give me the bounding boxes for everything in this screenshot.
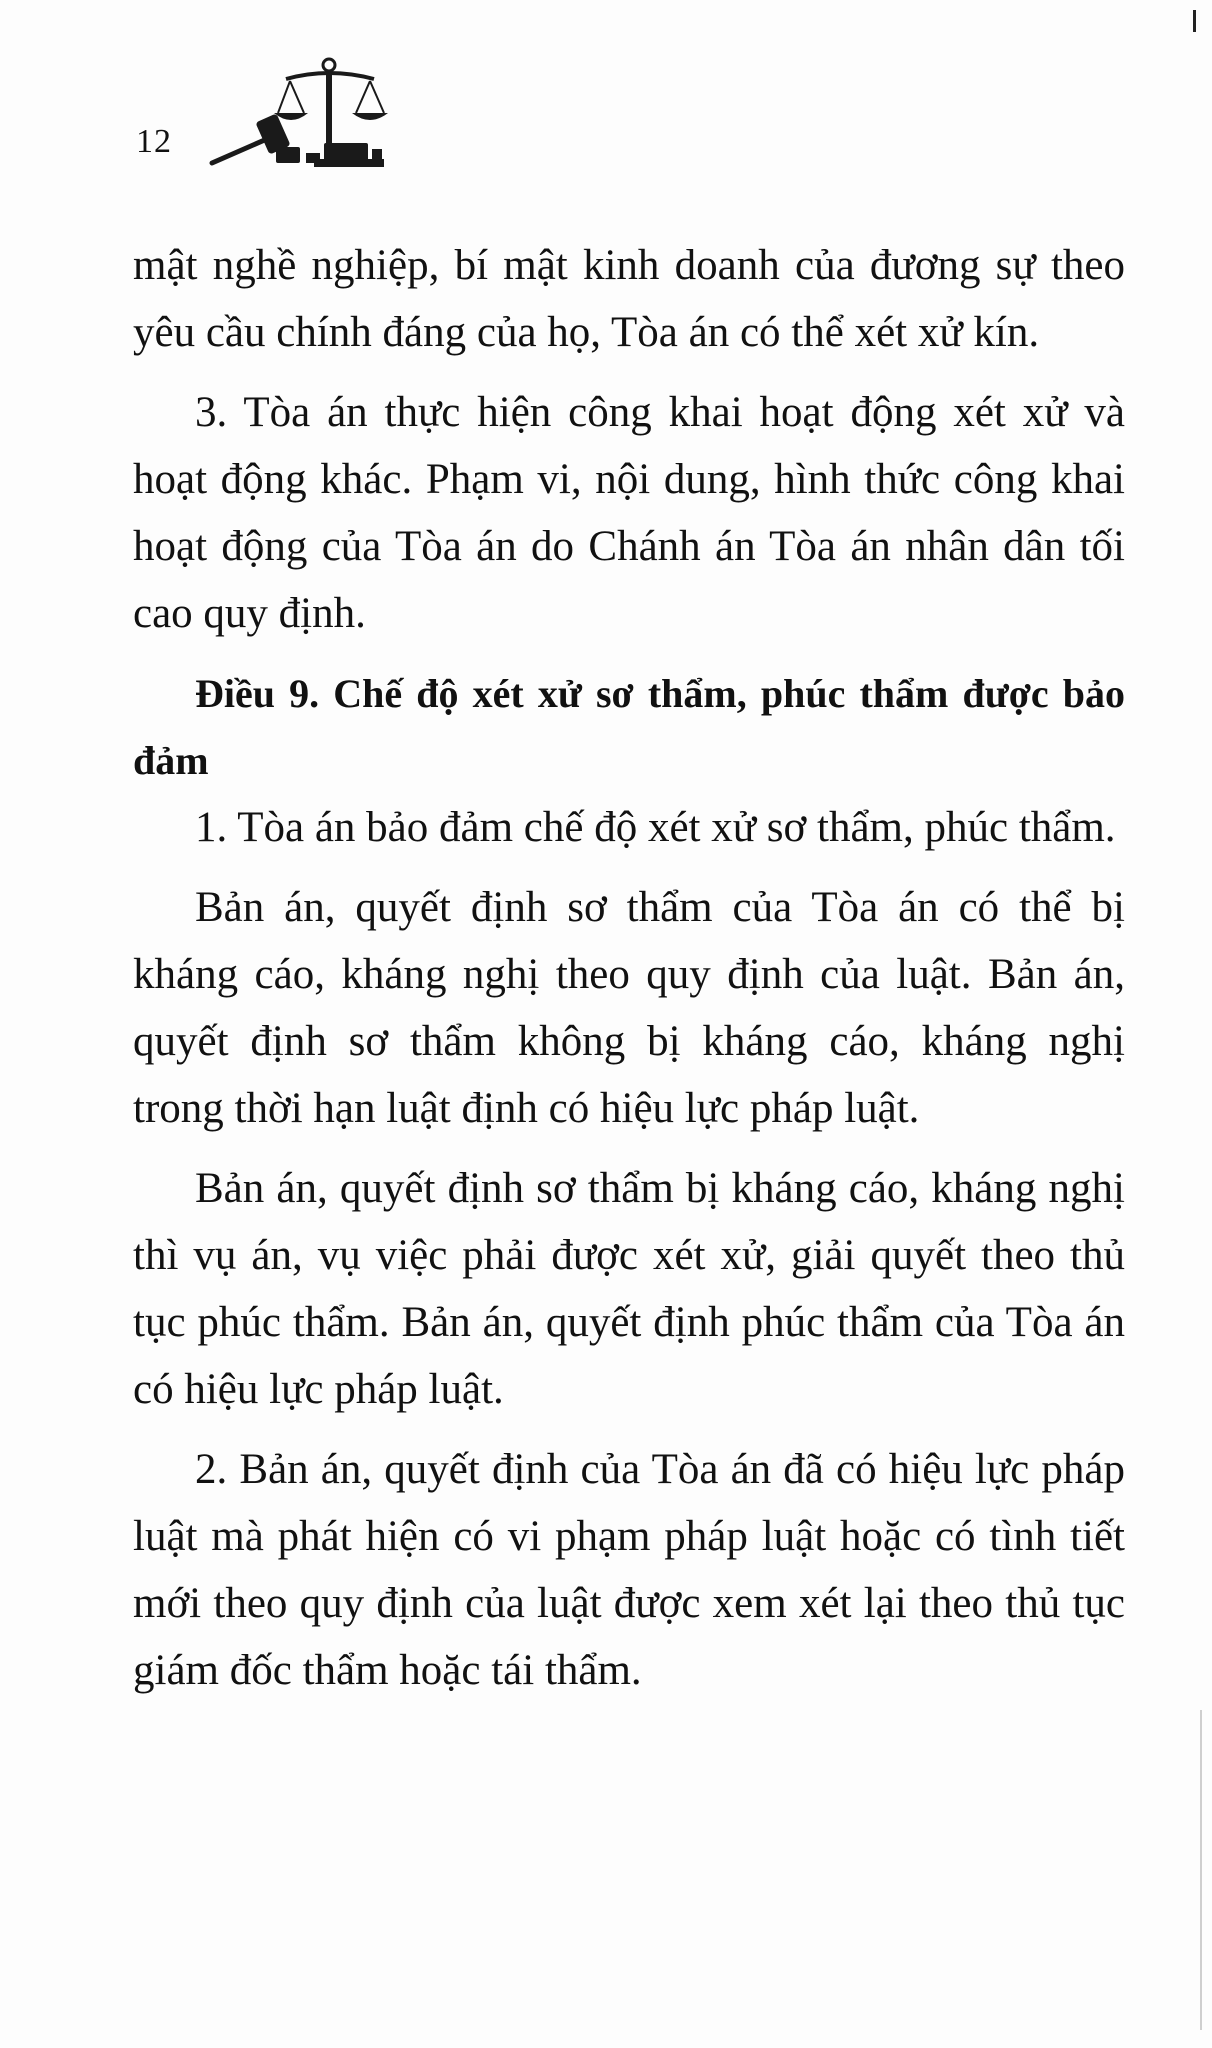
continued-paragraph: mật nghề nghiệp, bí mật kinh doanh của đương sự theo yêu cầu chính đáng của họ, Tòa án có thể xét xử kín.: [133, 242, 1125, 356]
article-9-clause-1-paragraph-b: Bản án, quyết định sơ thẩm bị kháng cáo, kháng nghị thì vụ án, vụ việc phải được xét xử, giải quyết theo thủ tục phúc thẩm. Bản án, quyết định phúc thẩm của Tòa án có hiệu lực pháp luật.: [133, 1165, 1125, 1413]
page-edge-mark: [1193, 10, 1196, 32]
article-9-clause-2: 2. Bản án, quyết định của Tòa án đã có hiệu lực pháp luật mà phát hiện có vi phạm pháp luật hoặc có tình tiết mới theo quy định của luật được xem xét lại theo thủ tục giám đốc thẩm hoặc tái thẩm.: [133, 1446, 1125, 1694]
article-9-heading: Điều 9. Chế độ xét xử sơ thẩm, phúc thẩm được bảo đảm: [133, 671, 1125, 783]
article-9-clause-1: 1. Tòa án bảo đảm chế độ xét xử sơ thẩm, phúc thẩm.: [195, 804, 1116, 851]
article-9-clause-1-paragraph-a: Bản án, quyết định sơ thẩm của Tòa án có thể bị kháng cáo, kháng nghị theo quy định của luật. Bản án, quyết định sơ thẩm không bị kháng cáo, kháng nghị trong thời hạn luật định có hiệu lực pháp luật.: [133, 884, 1125, 1132]
page-edge-shadow: [1200, 1710, 1202, 2030]
clause-3-paragraph: 3. Tòa án thực hiện công khai hoạt động xét xử và hoạt động khác. Phạm vi, nội dung, hình thức công khai hoạt động của Tòa án do Chánh án Tòa án nhân dân tối cao quy định.: [133, 389, 1125, 637]
page-body: [133, 232, 1125, 1704]
page-header: [136, 55, 436, 175]
scales-of-justice-gavel-icon: [206, 55, 406, 173]
page-number: 12: [136, 123, 172, 160]
